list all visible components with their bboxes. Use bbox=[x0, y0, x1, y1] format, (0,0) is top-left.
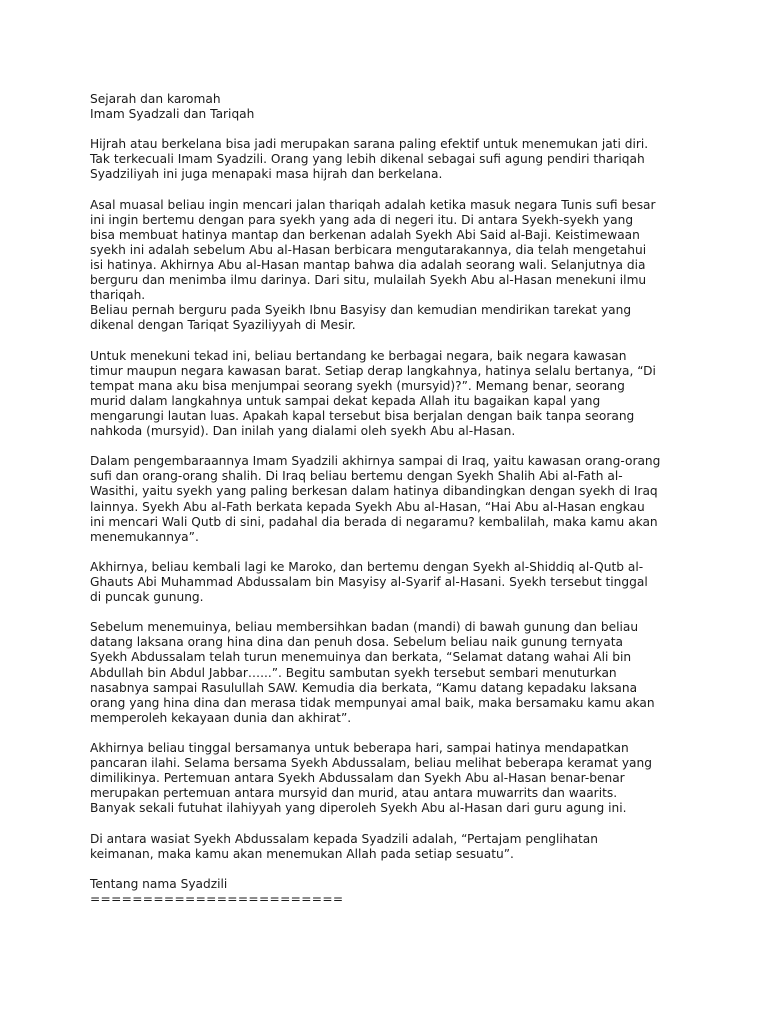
text-line: berguru dan menimba ilmu darinya. Dari situ, mulailah Syekh Abu al-Hasan menekuni ilmu bbox=[90, 273, 647, 288]
text-line: sufi dan orang-orang shalih. Di Iraq beliau bertemu dengan Syekh Shalih Abi al-Fath al- bbox=[90, 469, 623, 484]
text-line: pancaran ilahi. Selama bersama Syekh Abdussalam, beliau melihat beberapa keramat yang bbox=[90, 756, 652, 771]
section-heading: Tentang nama Syadzili bbox=[90, 876, 228, 891]
text-line: Abdullah bin Abdul Jabbar…...”. Begitu sambutan syekh tersebut sembari menuturkan bbox=[90, 665, 617, 680]
text-line: Sebelum menemuinya, beliau membersihkan badan (mandi) di bawah gunung dan beliau bbox=[90, 620, 639, 635]
text-line: di puncak gunung. bbox=[90, 590, 204, 605]
text-line: bisa membuat hatinya mantap dan berkenan adalah Syekh Abi Said al-Baji. Keistimewaan bbox=[90, 227, 640, 242]
document-page bbox=[90, 92, 690, 922]
subtitle-line: Imam Syadzali dan Tariqah bbox=[90, 107, 255, 122]
paragraph-4 bbox=[90, 454, 690, 545]
paragraph-3 bbox=[90, 349, 690, 440]
paragraph-5 bbox=[90, 560, 690, 605]
text-line: ini mencari Wali Qutb di sini, padahal dia berada di negaramu? kembalilah, maka kamu akan bbox=[90, 514, 658, 529]
text-line: Dalam pengembaraannya Imam Syadzili akhirnya sampai di Iraq, yaitu kawasan orang-orang bbox=[90, 454, 661, 469]
paragraph-2 bbox=[90, 198, 690, 334]
text-line: lainnya. Syekh Abu al-Fath berkata kepada Syekh Abu al-Hasan, “Hai Abu al-Hasan engkau bbox=[90, 499, 645, 514]
text-line: Akhirnya beliau tinggal bersamanya untuk beberapa hari, sampai hatinya mendapatkan bbox=[90, 741, 629, 756]
text-line: murid dalam langkahnya untuk sampai dekat kepada Allah itu bagaikan kapal yang bbox=[90, 393, 601, 408]
text-line: syekh ini adalah sebelum Abu al-Hasan berbicara mengutarakannya, dia telah mengetahui bbox=[90, 242, 647, 257]
text-line: Tak terkecuali Imam Syadzili. Orang yang lebih dikenal sebagai sufi agung pendiri thariqah bbox=[90, 152, 645, 167]
text-line: isi hatinya. Akhirnya Abu al-Hasan mantap bahwa dia adalah seorang wali. Selanjutnya dia bbox=[90, 258, 646, 273]
paragraph-1 bbox=[90, 137, 690, 182]
text-line: ini ingin bertemu dengan para syekh yang ada di negeri itu. Di antara Syekh-syekh yang bbox=[90, 212, 634, 227]
paragraph-6 bbox=[90, 620, 690, 726]
text-line: keimanan, maka kamu akan menemukan Allah pada setiap sesuatu”. bbox=[90, 846, 514, 861]
text-line: Di antara wasiat Syekh Abdussalam kepada Syadzili adalah, “Pertajam penglihatan bbox=[90, 831, 598, 846]
text-line: Hijrah atau berkelana bisa jadi merupakan sarana paling efektif untuk menemukan jati diri. bbox=[90, 137, 649, 152]
text-line: datang laksana orang hina dina dan penuh dosa. Sebelum beliau naik gunung ternyata bbox=[90, 635, 623, 650]
text-line: timur maupun negara kawasan barat. Setiap derap langkahnya, hatinya selalu bertanya, “Di bbox=[90, 363, 656, 378]
paragraph-7 bbox=[90, 741, 690, 816]
text-line: nasabnya sampai Rasulullah SAW. Kemudia dia berkata, “Kamu datang kepadaku laksana bbox=[90, 680, 638, 695]
text-line: Asal muasal beliau ingin mencari jalan thariqah adalah ketika masuk negara Tunis sufi besar bbox=[90, 197, 656, 212]
text-line: Banyak sekali futuhat ilahiyyah yang diperoleh Syekh Abu al-Hasan dari guru agung ini. bbox=[90, 801, 627, 816]
text-line: Syadziliyah ini juga menapaki masa hijrah dan berkelana. bbox=[90, 167, 443, 182]
text-line: mengarungi lautan luas. Apakah kapal tersebut bisa berjalan dengan baik tanpa seorang bbox=[90, 408, 635, 423]
text-line: tempat mana aku bisa menjumpai seorang syekh (mursyid)?”. Memang benar, seorang bbox=[90, 378, 625, 393]
text-line: orang yang hina dina dan merasa tidak mempunyai amal baik, maka bersamaku kamu akan bbox=[90, 695, 655, 710]
text-line: Akhirnya, beliau kembali lagi ke Maroko, dan bertemu dengan Syekh al-Shiddiq al-Qutb al- bbox=[90, 559, 644, 574]
text-line: Untuk menekuni tekad ini, beliau bertandang ke berbagai negara, baik negara kawasan bbox=[90, 348, 627, 363]
text-line: menemukannya”. bbox=[90, 529, 199, 544]
text-line: memperoleh kekayaan dunia dan akhirat”. bbox=[90, 710, 352, 725]
text-line: dikenal dengan Tariqat Syaziliyyah di Mesir. bbox=[90, 318, 356, 333]
text-line: Wasithi, yaitu syekh yang paling berkesan dalam hatinya dibandingkan dengan syekh di Iraq bbox=[90, 484, 658, 499]
text-line: thariqah. bbox=[90, 288, 146, 303]
paragraph-8 bbox=[90, 832, 690, 862]
title-line: Sejarah dan karomah bbox=[90, 92, 221, 106]
text-line: Ghauts Abi Muhammad Abdussalam bin Masyisy al-Syarif al-Hasani. Syekh tersebut tinggal bbox=[90, 575, 648, 589]
text-line: nahkoda (mursyid). Dan inilah yang dialami oleh syekh Abu al-Hasan. bbox=[90, 424, 516, 439]
text-line: Beliau pernah berguru pada Syeikh Ibnu Basyisy dan kemudian mendirikan tarekat yang bbox=[90, 303, 632, 318]
divider-line: ======================== bbox=[90, 891, 344, 906]
document-title bbox=[90, 92, 690, 122]
section-footer bbox=[90, 877, 690, 907]
text-line: merupakan pertemuan antara mursyid dan murid, atau antara muwarrits dan waarits. bbox=[90, 786, 618, 801]
text-line: Syekh Abdussalam telah turun menemuinya dan berkata, “Selamat datang wahai Ali bin bbox=[90, 650, 632, 665]
text-line: dimilikinya. Pertemuan antara Syekh Abdussalam dan Syekh Abu al-Hasan benar-benar bbox=[90, 771, 625, 786]
